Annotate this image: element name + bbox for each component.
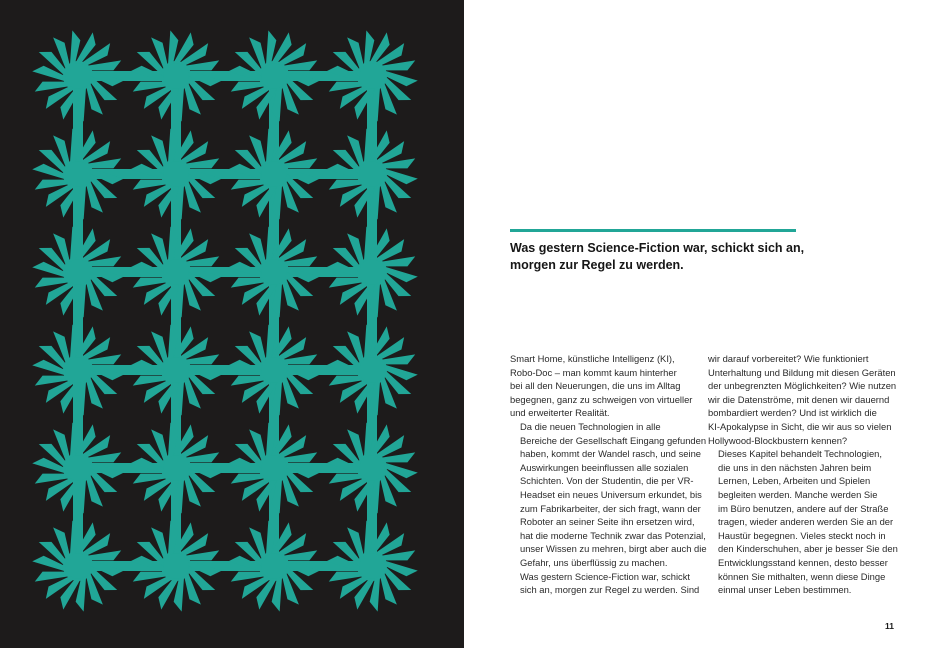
text-line: Unterhaltung und Bildung mit diesen Geräten [708, 366, 896, 378]
pattern-stem [78, 365, 372, 375]
page-number: 11 [885, 621, 894, 631]
text-line: KI-Apokalypse in Sicht, die wir aus so vielen [708, 420, 892, 432]
paragraph [510, 352, 693, 420]
text-line: Headset ein neues Universum erkundet, bis [520, 488, 702, 500]
text-line: unser Wissen zu mehren, birgt aber auch die [520, 543, 707, 555]
pattern-stem [78, 463, 372, 473]
text-line: Hollywood-Blockbustern kennen? [708, 434, 848, 446]
text-line: einmal unser Leben bestimmen. [718, 584, 852, 596]
text-line: wir die Datenströme, mit denen wir dauernd [708, 393, 890, 405]
text-line: können Sie mithalten, wenn diese Dinge [718, 570, 886, 582]
text-line: Gefahr, uns überflüssig zu machen. [520, 556, 668, 568]
paragraph [510, 420, 707, 570]
pull-quote-line: morgen zur Regel zu werden. [510, 258, 684, 272]
text-line: bombardiert werden? Und ist wirklich die [708, 407, 877, 419]
text-line: und erweiterter Realität. [510, 407, 610, 419]
pattern-stem [78, 71, 372, 81]
right-page [464, 0, 926, 648]
text-line: tragen, wieder anderen werden Sie an der [718, 516, 894, 528]
accent-rule [510, 229, 796, 232]
pattern-stem [78, 561, 372, 571]
text-line: begleiten werden. Manche werden Sie [718, 488, 878, 500]
text-line: Auswirkungen beeinflussen alle sozialen [520, 461, 689, 473]
paragraph [708, 352, 897, 447]
text-line: Lernen, Leben, Arbeiten und Spielen [718, 475, 871, 487]
text-line: Was gestern Science-Fiction war, schickt [520, 570, 691, 582]
text-line: bei all den Neuerungen, die uns im Alltag [510, 380, 681, 392]
text-line: Bereiche der Gesellschaft Eingang gefunden [520, 434, 707, 446]
paragraph [708, 447, 898, 597]
text-line: hat die moderne Technik zwar das Potenzial, [520, 529, 706, 541]
text-line: Haustür begegnen. Vieles steckt noch in [718, 529, 886, 541]
text-line: den Kinderschuhen, aber je besser Sie den [718, 543, 898, 555]
text-line: Robo-Doc – man kommt kaum hinterher [510, 366, 677, 378]
body-column-2 [708, 352, 898, 597]
text-line: die uns in den nächsten Jahren beim [718, 461, 872, 473]
text-line: Roboter an seiner Seite ihn ersetzen wird, [520, 516, 695, 528]
pattern-stem [78, 169, 372, 179]
paragraph [510, 570, 700, 597]
pull-quote [510, 240, 830, 274]
body-column-1 [510, 352, 707, 597]
text-line: Da die neuen Technologien in alle [520, 420, 661, 432]
pattern-stem [78, 267, 372, 277]
text-line: sich an, morgen zur Regel zu werden. Sind [520, 584, 700, 596]
text-line: Schichten. Von der Studentin, die per VR- [520, 475, 694, 487]
pattern-group [32, 30, 418, 611]
text-line: Smart Home, künstliche Intelligenz (KI), [510, 353, 675, 364]
text-line: der unbegrenzten Möglichkeiten? Wie nutzen [708, 380, 897, 392]
text-line: im Büro benutzen, andere auf der Straße [718, 502, 889, 514]
pull-quote-line: Was gestern Science-Fiction war, schickt sich an, [510, 241, 805, 255]
text-line: wir darauf vorbereitet? Wie funktioniert [708, 353, 869, 364]
text-line: begegnen, ganz zu schweigen von virtueller [510, 393, 693, 405]
text-line: haben, kommt der Wandel rasch, und seine [520, 448, 701, 460]
text-line: Entwicklungsstand kennen, desto besser [718, 556, 888, 568]
text-line: zum Fabrikarbeiter, der sich fragt, wann der [520, 502, 701, 514]
text-line: Dieses Kapitel behandelt Technologien, [718, 448, 883, 460]
